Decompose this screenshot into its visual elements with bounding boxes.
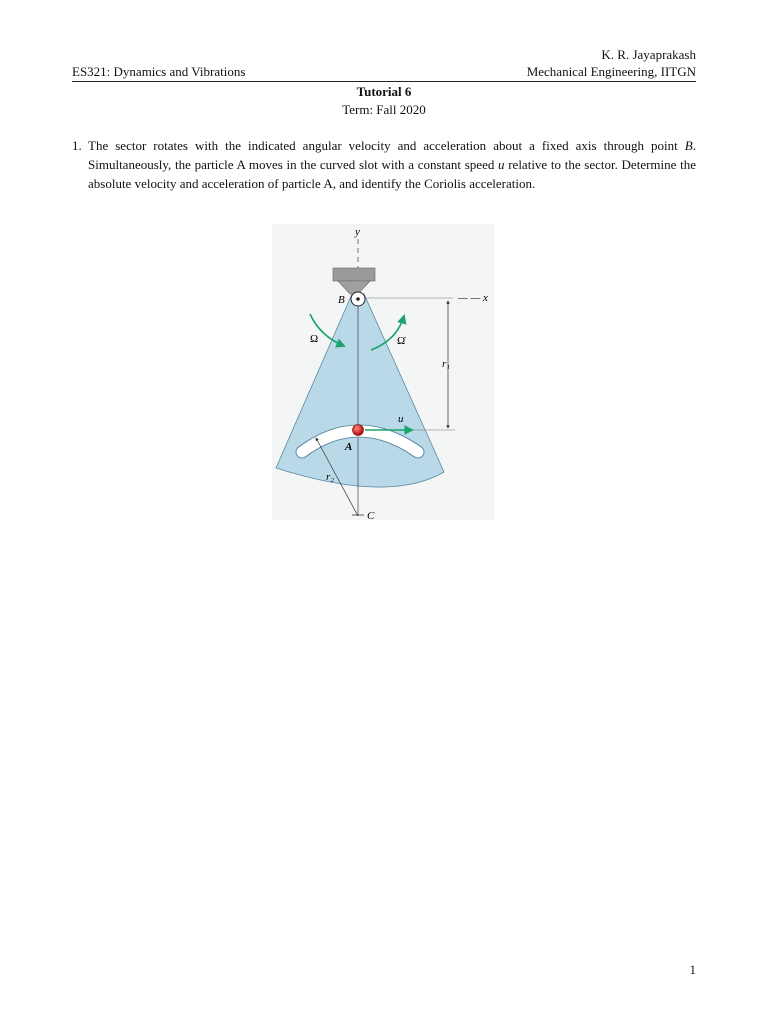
question-text-part-1: The sector rotates with the indicated angular velocity and acceleration about a fixed axis through point <box>88 138 685 153</box>
label-r2: r₂ <box>326 471 335 483</box>
question-text-part-3: relative to the sector. Determine the absolute velocity and acceleration of particle A, and identify the Coriolis acceleration. <box>88 157 696 191</box>
label-x: — — x <box>458 292 488 304</box>
variable-u: u <box>498 157 505 172</box>
label-u: u <box>398 413 404 425</box>
term-label: Term: Fall 2020 <box>342 102 426 117</box>
author-name: K. R. Jayaprakash <box>601 47 696 62</box>
pivot-b-dot <box>356 297 360 301</box>
sector-diagram <box>272 224 494 520</box>
label-omega: Ω <box>310 333 319 345</box>
course-title: ES321: Dynamics and Vibrations <box>72 64 246 79</box>
fixed-support <box>333 268 375 281</box>
variable-b: B <box>684 138 693 153</box>
question-text-part-2: . Simultaneously, the particle A moves in the curved slot with a constant speed <box>88 138 696 172</box>
question-number: 1. <box>72 138 82 153</box>
label-a: A <box>345 441 353 453</box>
label-c: C <box>367 510 375 520</box>
label-b: B <box>338 294 345 306</box>
question-text <box>88 136 696 193</box>
particle-a <box>353 425 364 436</box>
department-name: Mechanical Engineering, IITGN <box>526 64 696 79</box>
question-1 <box>72 136 696 193</box>
document-title: Tutorial 6 <box>356 84 412 99</box>
label-r1: r₁ <box>442 358 451 370</box>
label-y: y <box>355 226 360 238</box>
page-number: 1 <box>689 962 696 977</box>
label-omega-dot: Ω̇ <box>397 335 406 347</box>
sector-figure <box>272 224 494 520</box>
header-rule <box>72 64 696 82</box>
